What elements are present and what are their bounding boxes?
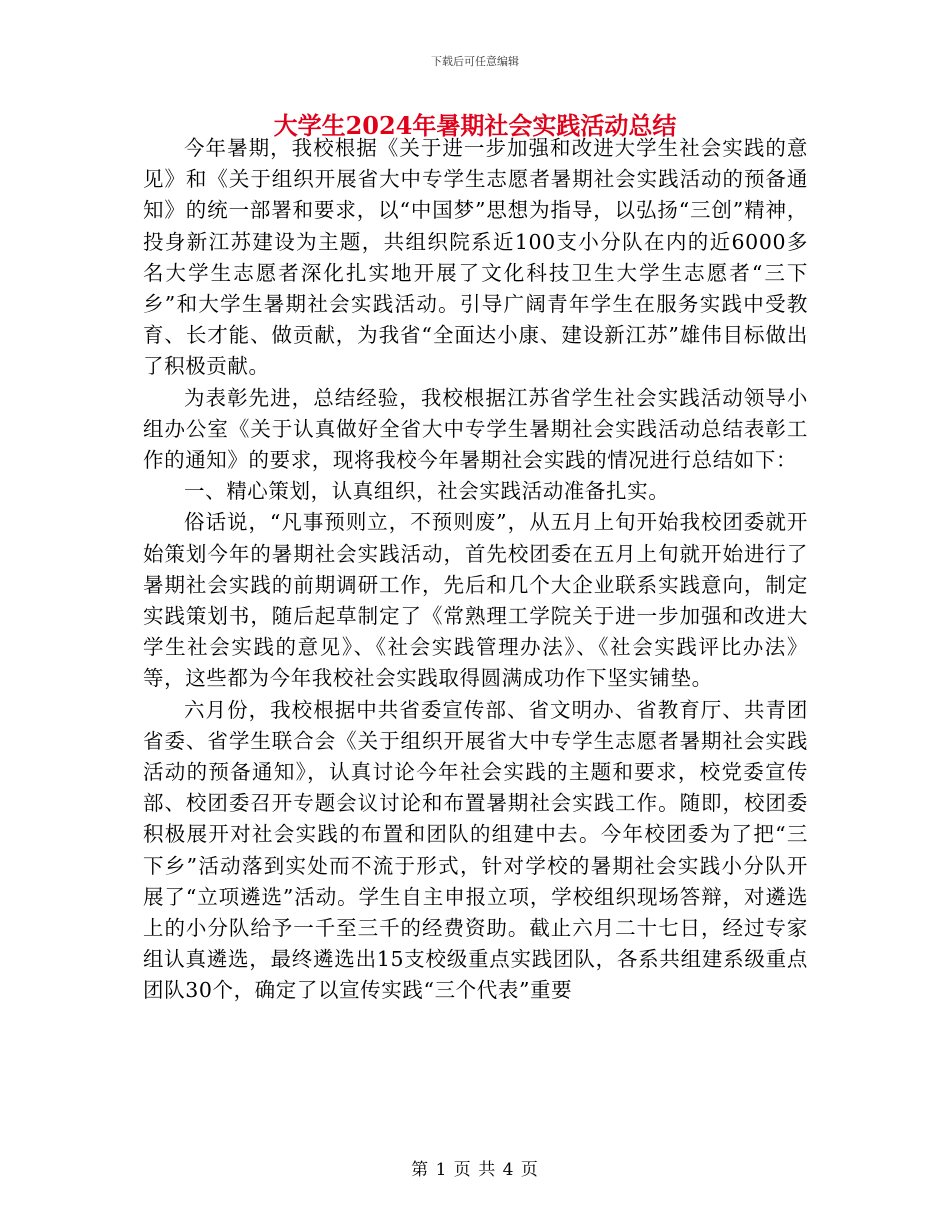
paragraph-june: 六月份，我校根据中共省委宣传部、省文明办、省教育厅、共青团省委、省学生联合会《关于组织开展省大中专学生志愿者暑期社会实践活动的预备通知》，认真讨论今年社会实践的主题和要求，校党委宣传部、校团委召开专题会议讨论和布置暑期社会实践工作。随即，校团委积极展开对社会实践的布置和团队的组建中去。今年校团委为了把“三下乡”活动落到实处而不流于形式，针对学校的暑期社会实践小分队开展了“立项遴选”活动。学生自主申报立项，学校组织现场答辩，对遴选上的小分队给予一千至三千的经费资助。截止六月二十七日，经过专家组认真遴选，最终遴选出15支校级重点实践团队，各系共组建系级重点团队30个，确定了以宣传实践“三个代表”重要 (143, 697, 808, 1003)
paragraph-intro: 今年暑期，我校根据《关于进一步加强和改进大学生社会实践的意见》和《关于组织开展省大中专学生志愿者暑期社会实践活动的预备通知》的统一部署和要求，以“中国梦”思想为指导，以弘扬“三创”精神，投身新江苏建设为主题，共组织院系近100支小分队在内的近6000多名大学生志愿者深化扎实地开展了文化科技卫生大学生志愿者“三下乡”和大学生暑期社会实践活动。引导广阔青年学生在服务实践中受教育、长才能、做贡献，为我省“全面达小康、建设新江苏”雄伟目标做出了积极贡献。 (143, 136, 808, 379)
document-title: 大学生2024年暑期社会实践活动总结 (273, 111, 677, 140)
paragraph-planning: 俗话说，“凡事预则立，不预则废”，从五月上旬开始我校团委就开始策划今年的暑期社会实践活动，首先校团委在五月上旬就开始进行了暑期社会实践的前期调研工作，先后和几个大企业联系实践意向，制定实践策划书，随后起草制定了《常熟理工学院关于进一步加强和改进大学生社会实践的意见》、《社会实践管理办法》、《社会实践评比办法》等，这些都为今年我校社会实践取得圆满成功作下坚实铺垫。 (143, 510, 808, 691)
page-footer-number: 第 1 页 共 4 页 (411, 1160, 539, 1180)
section-heading-1: 一、精心策划，认真组织，社会实践活动准备扎实。 (184, 479, 670, 504)
paragraph-purpose: 为表彰先进，总结经验，我校根据江苏省学生社会实践活动领导小组办公室《关于认真做好全省大中专学生暑期社会实践活动总结表彰工作的通知》的要求，现将我校今年暑期社会实践的情况进行总结如下： (143, 385, 808, 473)
document-body (143, 133, 808, 1007)
page-header-note: 下载后可任意编辑 (431, 55, 519, 68)
